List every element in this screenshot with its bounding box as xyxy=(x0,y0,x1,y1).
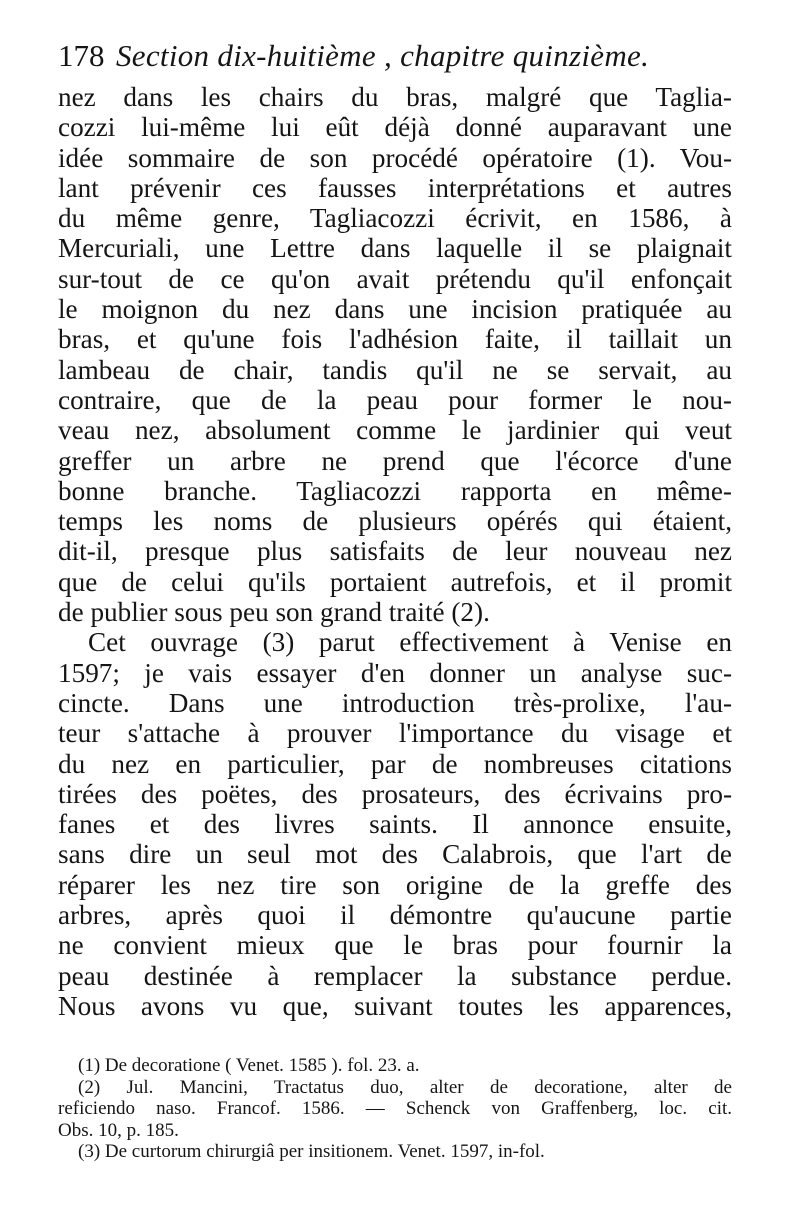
page-number: 178 xyxy=(58,38,105,73)
body-line: idée sommaire de son procédé opératoire (1). Vou- xyxy=(58,142,732,173)
body-line: du même genre, Tagliacozzi écrivit, en 1586, à xyxy=(58,203,732,234)
body-line: de publier sous peu son grand traité (2). xyxy=(58,597,490,628)
running-head: Section dix-huitième , chapitre quinzième. xyxy=(116,38,650,73)
body-line: bonne branche. Tagliacozzi rapporta en même- xyxy=(58,475,732,506)
body-line: Mercuriali, une Lettre dans laquelle il se plaignait xyxy=(58,233,732,264)
body-line: sur-tout de ce qu'on avait prétendu qu'il enfonçait xyxy=(58,263,732,294)
body-line: greffer un arbre ne prend que l'écorce d'une xyxy=(58,445,732,476)
footnote-line: (3) De curtorum chirurgiâ per insitionem. Venet. 1597, in-fol. xyxy=(78,1141,545,1163)
body-line: cincte. Dans une introduction très-prolixe, l'au- xyxy=(58,687,732,718)
body-line: lambeau de chair, tandis qu'il ne se servait, au xyxy=(58,354,732,385)
body-line: nez dans les chairs du bras, malgré que Taglia- xyxy=(58,82,732,112)
body-line: réparer les nez tire son origine de la greffe des xyxy=(58,869,732,900)
footnote-line: reficiendo naso. Francof. 1586. — Schenck von Graffenberg, loc. cit. xyxy=(58,1098,732,1120)
footnote-line: (1) De decoratione ( Venet. 1585 ). fol. 23. a. xyxy=(78,1055,420,1077)
body-line: ne convient mieux que le bras pour fournir la xyxy=(58,930,732,961)
footnote-line: Obs. 10, p. 185. xyxy=(58,1119,179,1141)
body-line: du nez en particulier, par de nombreuses citations xyxy=(58,748,732,779)
body-text xyxy=(58,82,732,1021)
body-line: bras, et qu'une fois l'adhésion faite, il taillait un xyxy=(58,324,732,355)
body-line: Nous avons vu que, suivant toutes les apparences, xyxy=(58,990,732,1021)
body-line: sans dire un seul mot des Calabrois, que l'art de xyxy=(58,839,732,870)
body-line: tirées des poëtes, des prosateurs, des écrivains pro- xyxy=(58,778,732,809)
body-line: contraire, que de la peau pour former le nou- xyxy=(58,384,732,415)
body-line: cozzi lui-même lui eût déjà donné auparavant une xyxy=(58,112,732,143)
body-line: 1597; je vais essayer d'en donner un analyse suc- xyxy=(58,657,732,688)
page-header xyxy=(58,34,732,78)
body-line: veau nez, absolument comme le jardinier qui veut xyxy=(58,415,732,446)
body-line: dit-il, presque plus satisfaits de leur nouveau nez xyxy=(58,536,732,567)
footnote-line: (2) Jul. Mancini, Tractatus duo, alter de decoratione, alter de xyxy=(78,1076,732,1098)
body-line: Cet ouvrage (3) parut effectivement à Venise en xyxy=(88,627,732,658)
body-line: teur s'attache à prouver l'importance du visage et xyxy=(58,718,732,749)
body-line: que de celui qu'ils portaient autrefois, et il promit xyxy=(58,566,732,597)
body-line: le moignon du nez dans une incision pratiquée au xyxy=(58,294,732,325)
body-line: peau destinée à remplacer la substance perdue. xyxy=(58,960,732,991)
body-line: fanes et des livres saints. Il annonce ensuite, xyxy=(58,809,732,840)
footnotes xyxy=(58,1055,732,1163)
body-line: lant prévenir ces fausses interprétations et autres xyxy=(58,172,732,203)
body-line: temps les noms de plusieurs opérés qui étaient, xyxy=(58,506,732,537)
body-line: arbres, après quoi il démontre qu'aucune partie xyxy=(58,900,732,931)
